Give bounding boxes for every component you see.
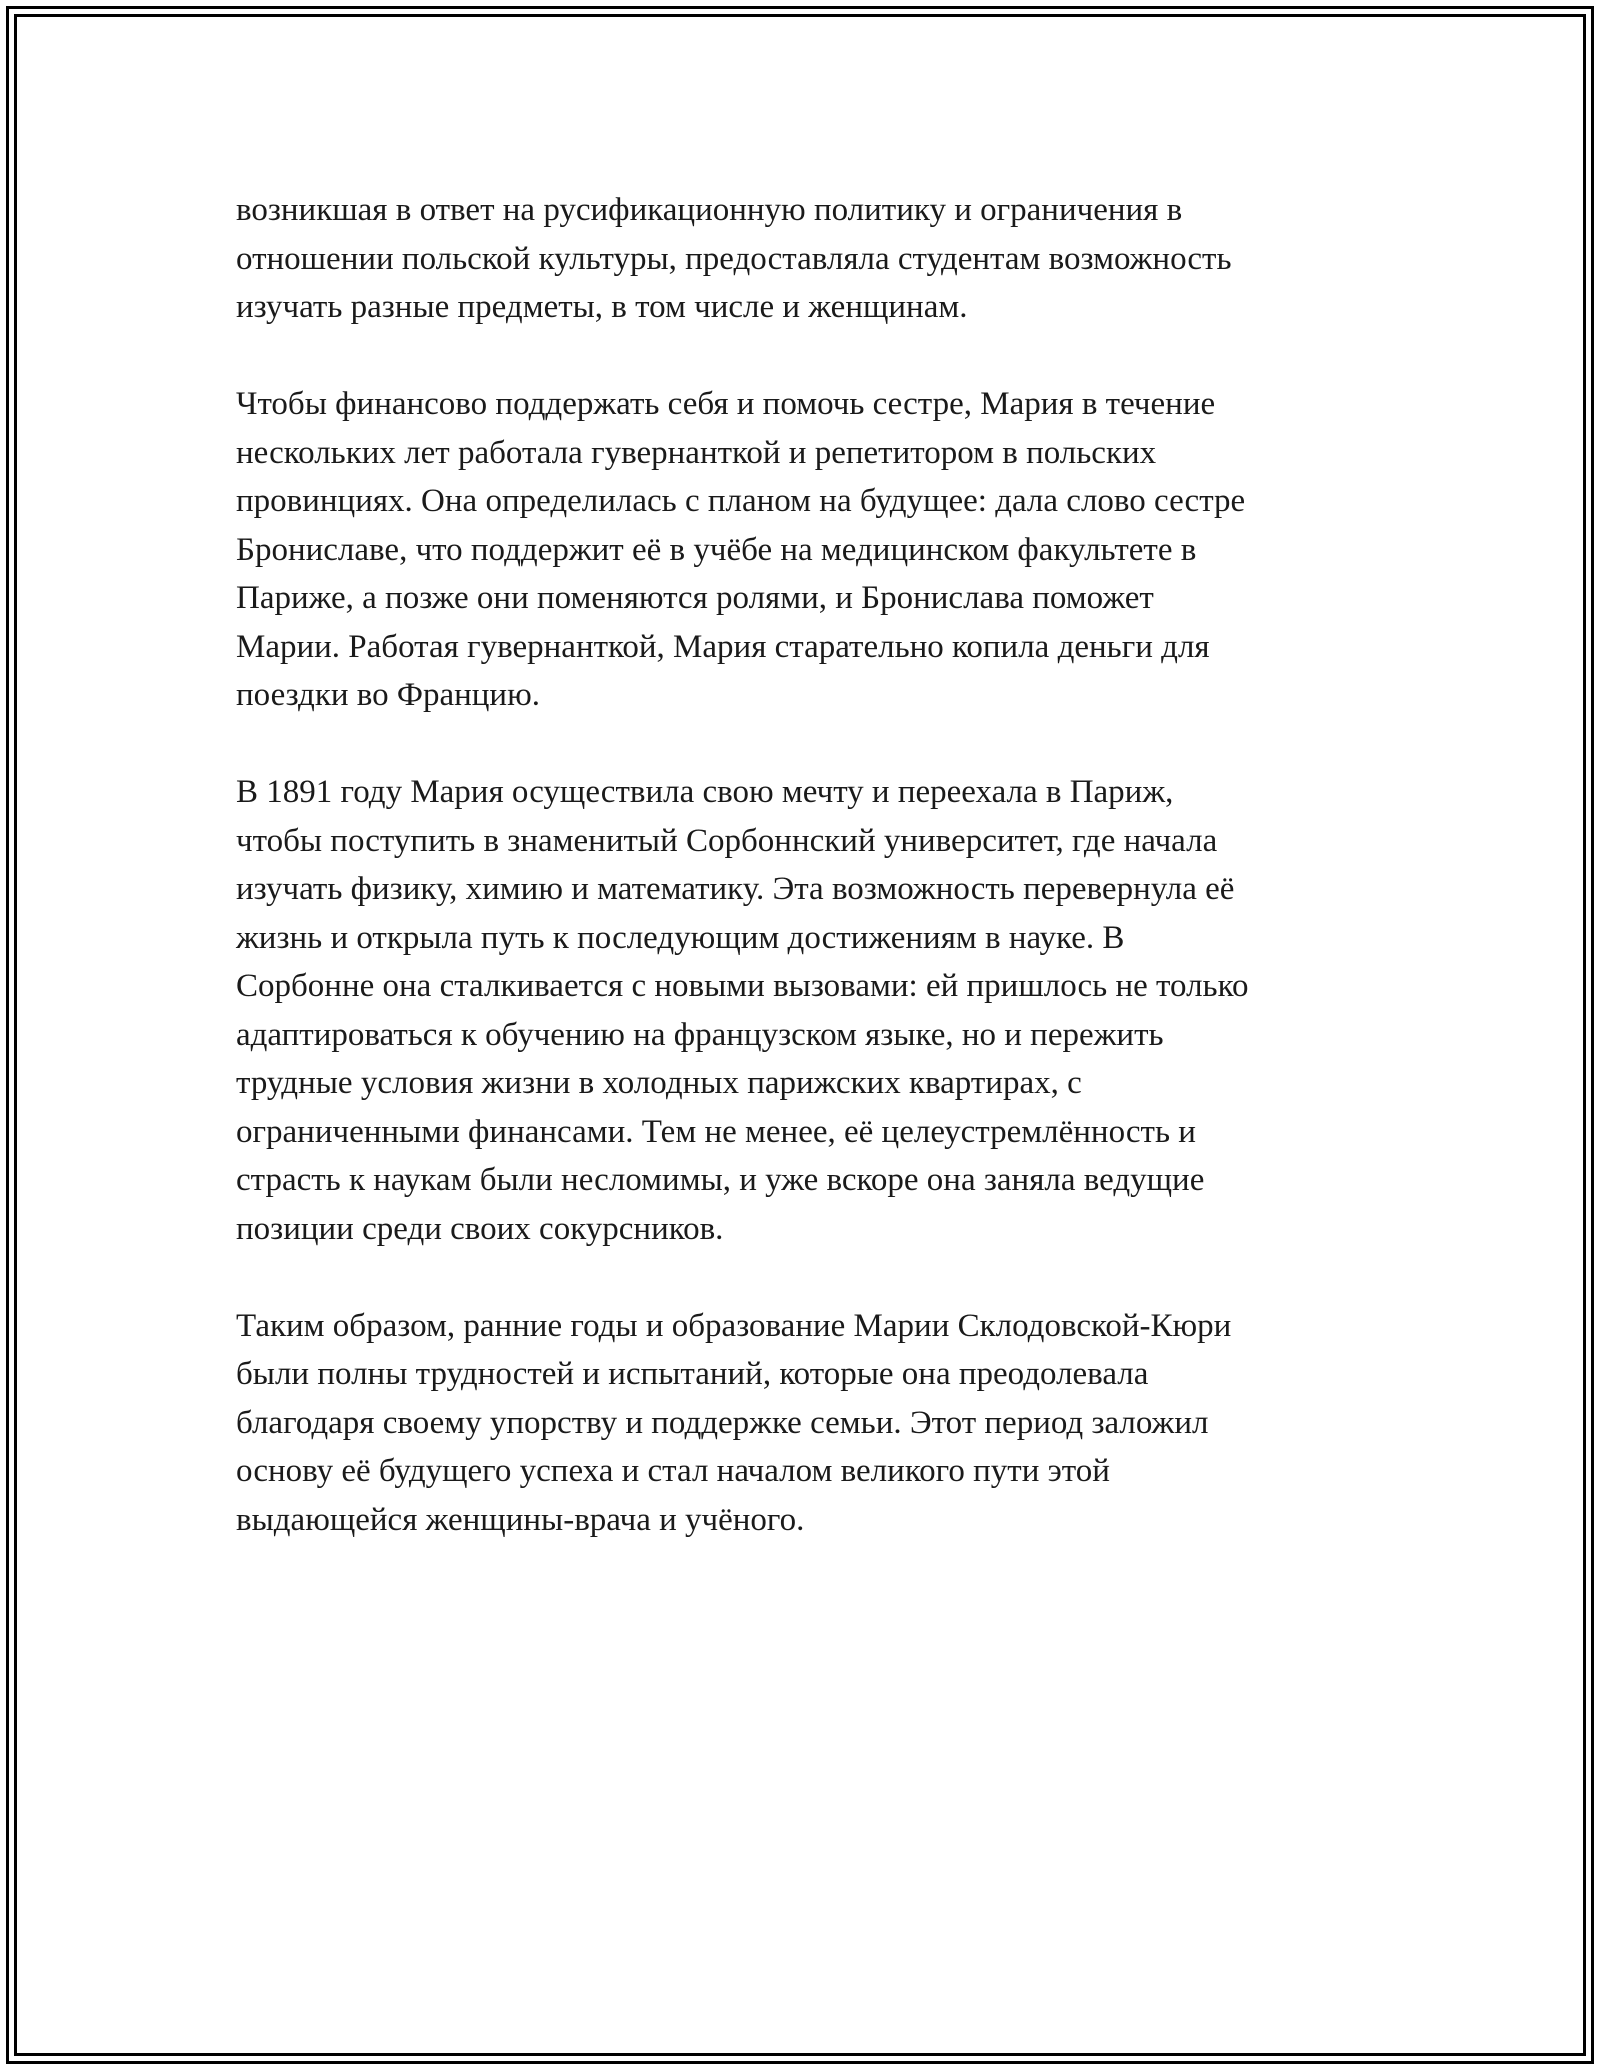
text-line: ограниченными финансами. Тем не менее, её целеустремлённость и (236, 1113, 1196, 1150)
paragraph-2 (236, 380, 1376, 720)
text-line: Чтобы финансово поддержать себя и помочь сестре, Мария в течение (236, 386, 1216, 422)
text-line: Сорбонне она сталкивается с новыми вызовами: ей пришлось не только (236, 968, 1249, 1004)
text-line: адаптироваться к обучению на французском языке, но и пережить (236, 1016, 1164, 1053)
text-line: трудные условия жизни в холодных парижских квартирах, с (236, 1065, 1082, 1101)
text-line: Таким образом, ранние годы и образование Марии Склодовской-Кюри (236, 1307, 1232, 1344)
text-line: Брониславе, что поддержит её в учёбе на медицинском факультете в (236, 531, 1197, 568)
text-line: выдающейся женщины-врача и учёного. (236, 1501, 805, 1538)
text-line: Париже, а позже они поменяются ролями, и Бронислава поможет (236, 580, 1154, 616)
text-line: поездки во Францию. (236, 677, 540, 713)
text-line: изучать разные предметы, в том числе и женщинам. (236, 289, 968, 325)
paragraph-3 (236, 768, 1376, 1253)
text-line: страсть к наукам были несломимы, и уже вскоре она заняла ведущие (236, 1162, 1205, 1198)
text-line: Марии. Работая гувернанткой, Мария старательно копила деньги для (236, 628, 1210, 665)
text-line: провинциях. Она определилась с планом на будущее: дала слово сестре (236, 483, 1246, 519)
text-line: В 1891 году Мария осуществила свою мечту и переехала в Париж, (236, 774, 1174, 810)
paragraph-1 (236, 186, 1376, 332)
text-line: нескольких лет работала гувернанткой и репетитором в польских (236, 434, 1157, 471)
text-line: изучать физику, химию и математику. Эта возможность перевернула её (236, 871, 1235, 907)
document-body (236, 186, 1376, 1593)
text-line: позиции среди своих сокурсников. (236, 1210, 724, 1247)
text-line: основу её будущего успеха и стал началом великого пути этой (236, 1453, 1110, 1489)
text-line: отношении польской культуры, предоставляла студентам возможность (236, 240, 1232, 277)
text-line: возникшая в ответ на русификационную политику и ограничения в (236, 192, 1183, 228)
text-line: были полны трудностей и испытаний, которые она преодолевала (236, 1356, 1149, 1392)
paragraph-4 (236, 1302, 1376, 1545)
text-line: жизнь и открыла путь к последующим достижениям в науке. В (236, 919, 1125, 956)
text-line: благодаря своему упорству и поддержке семьи. Этот период заложил (236, 1404, 1209, 1441)
text-line: чтобы поступить в знаменитый Сорбоннский университет, где начала (236, 822, 1218, 859)
